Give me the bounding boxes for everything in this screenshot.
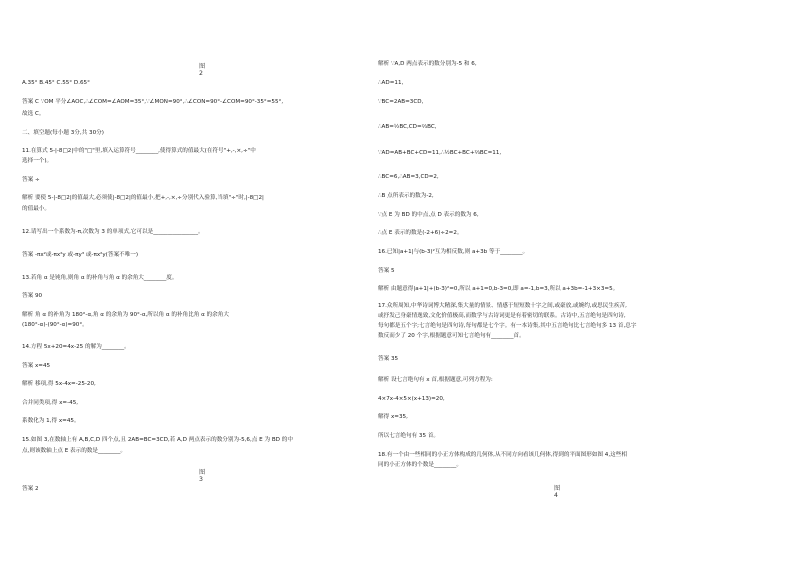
q14-answer: 答案 x=45 [22,363,51,369]
q10-choices: A.35° B.45° C.55° D.65° [22,80,90,86]
q13-question: 13.若角 α 是钝角,则角 α 的补角与角 α 的余角大________度。 [22,275,178,281]
q11-analysis-1: 解析 要使 5-|-8□2|的值最大,必须使|-8□2|的值最小,把+,-,×,÷分别代入验算,当填"÷"时,|-8□2| [22,195,264,201]
q14-analysis-1: 解析 移项,得 5x-4x=-25-20, [22,381,96,387]
figure-4-caption: 图 4 [554,485,561,499]
q15-line-2: 点,则该数轴上点 E 表示的数是________。 [22,448,126,454]
q11-analysis-2: 的值最小。 [22,206,50,212]
q17-line-2: 或抒发己身豪情逸致,文化价值极高,而数学与古诗词更是有着密切的联系。古诗中,五言绝句是四句诗, [378,313,626,319]
q16-analysis: 解析 由题意得|a+1|+(b-3)²=0,所以 a+1=0,b-3=0,即 a=-1,b=3,所以 a+3b=-1+3×3=5。 [378,286,619,292]
q11-line-1: 11.在算式 5-|-8□2|中的"□"里,填入运算符号________,使得算式的值最大(在符号"+,-,×,÷"中 [22,148,256,154]
q14-analysis-3: 系数化为 1,得 x=45。 [22,418,80,424]
q15-analysis-2: ∴AD=11, [378,80,404,86]
q15-answer: 答案 2 [22,486,39,492]
q15-analysis-7: ∴B 点所表示的数为-2, [378,193,434,199]
q14-question: 14.方程 5x+20=4x-25 的解为________。 [22,344,130,350]
q17-line-4: 数反而少了 20 个字,根据题意可知七言绝句有________首。 [378,333,525,339]
q15-analysis-9: ∴点 E 表示的数是(-2+6)÷2=2。 [378,230,463,236]
q15-analysis-5: ∵AD=AB+BC+CD=11,∴½BC+BC+⅔BC=11, [378,150,502,156]
q12-question: 12.请写出一个系数为-π,次数为 3 的单项式,它可以是________________。 [22,229,204,235]
q15-analysis-6: ∴BC=6,∴AB=3,CD=2, [378,174,439,180]
figure-2-caption: 图 2 [199,63,206,77]
q15-analysis-8: ∵点 E 为 BD 的中点,点 D 表示的数为 6, [378,212,479,218]
section-two-heading: 二、填空题(每小题 3分,共 30分) [22,130,104,136]
q16-question: 16.已知|a+1|与(b-3)²互为相反数,则 a+3b 等于________。 [378,249,529,255]
q11-line-2: 选择一个)。 [22,158,53,164]
figure-3-caption: 图 3 [199,469,206,483]
q14-analysis-2: 合并同类项,得 x=-45, [22,400,79,406]
q10-conclusion: 故选 C。 [22,111,45,117]
q18-line-1: 18.有一个由一些相同的小正方体构成的几何体,从不同方向看该几何体,得到的平面图形如图 4,这些相 [378,452,627,458]
q17-analysis-2: 4×7x-4×5×(x+13)=20, [378,396,445,402]
q12-answer: 答案 -πx²或-πx²y 或-πy³ 或-πx²y(答案不唯一) [22,252,139,258]
q13-analysis-1: 解析 角 α 的补角为 180°-α,角 α 的余角为 90°-α,所以角 α 的补角比角 α 的余角大 [22,312,229,318]
q15-analysis-1: 解析 ∵A,D 两点表示的数分别为-5 和 6, [378,61,477,67]
q17-analysis-4: 所以七言绝句有 35 首。 [378,433,440,439]
q18-line-2: 同的小正方体的个数是________。 [378,462,462,468]
q17-answer: 答案 35 [378,356,399,362]
q13-analysis-2: (180°-α)-(90°-α)=90°。 [22,322,88,328]
q15-analysis-4: ∴AB=½BC,CD=⅔BC, [378,124,437,130]
q11-answer: 答案 ÷ [22,177,40,183]
q17-line-3: 每句都是五个字;七言绝句是四句诗,每句都是七个字。有一本诗集,其中五言绝句比七言绝句多 13 首,总字 [378,323,637,329]
q17-analysis-1: 解析 设七言绝句有 x 首,根据题意,可列方程为: [378,377,493,383]
q17-line-1: 17.众所周知,中华诗词博大精深,集大量的情景、情感于短短数十字之间,或豪放,或婉约,或思民生疾苦, [378,303,627,309]
q13-answer: 答案 90 [22,293,43,299]
q15-analysis-3: ∵BC=2AB=3CD, [378,99,424,105]
q10-answer: 答案 C ∵OM 平分∠AOC,∴∠COM=∠AOM=35°,∵∠MON=90°,∴∠CON=90°-∠COM=90°-35°=55°, [22,99,284,105]
q16-answer: 答案 5 [378,268,395,274]
q15-line-1: 15.如图 3,在数轴上有 A,B,C,D 四个点,且 2AB=BC=3CD,若 A,D 两点表示的数分别为-5,6,点 E 为 BD 的中 [22,437,293,443]
q17-analysis-3: 解得 x=35, [378,414,408,420]
